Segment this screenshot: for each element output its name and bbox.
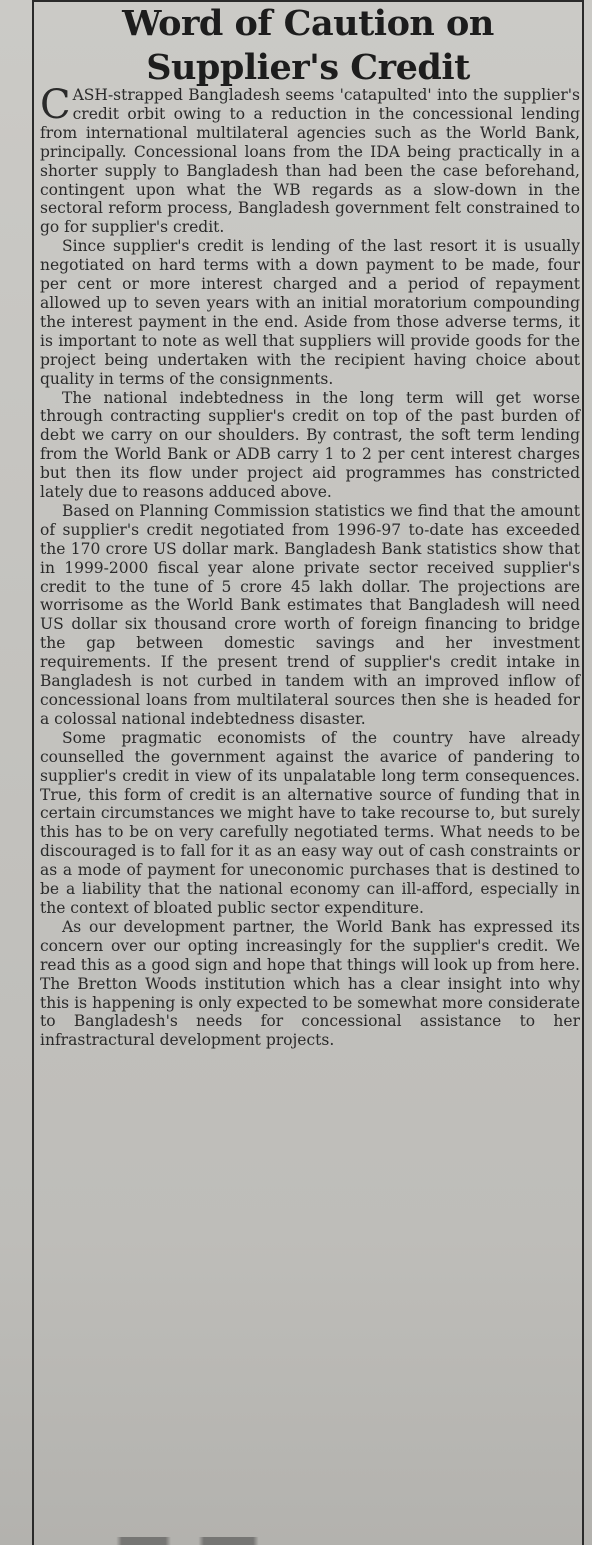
article-paragraph-4: Based on Planning Commission statistics we find that the amount of supplier's credit negotiated from 1996-97 to-date has exceeded the 170 crore US dollar mark. Bangladesh Bank statistics show that in 1999-2000 fiscal year alone private sector received supplier's credit to the tune of 5 crore 45 lakh dollar. The projections are worrisome as the World Bank estimates that Bangladesh will need US dollar six thousand crore worth of foreign financing to bridge the gap between domestic savings and her investment requirements. If the present trend of supplier's credit intake in Bangladesh is not curbed in tandem with an improved inflow of concessional loans from multilateral sources then she is headed for a colossal national indebtedness disaster.	[40, 501, 580, 728]
right-column-rule	[582, 0, 584, 1545]
headline-line-1: Word of Caution on	[122, 3, 494, 44]
paragraph-1-text: ASH-strapped Bangladesh seems 'catapulted' into the supplier's credit orbit owing to a reduction in the concessional lending from international multilateral agencies such as the World Bank, principally. Concessional loans from the IDA being practically in a shorter supply to Bangladesh than had been the case beforehand, contingent upon what the WB regards as a slow-down in the sectoral reform process, Bangladesh government felt constrained to go for supplier's credit.	[40, 86, 580, 237]
article-paragraph-1	[40, 82, 580, 237]
article-headline	[34, 2, 582, 90]
article-paragraph-6: As our development partner, the World Bank has expressed its concern over our opting increasingly for the supplier's credit. We read this as a good sign and hope that things will look up from here. The Bretton Woods institution which has a clear insight into why this is happening is only expected to be somewhat more considerate to Bangladesh's needs for concessional assistance to her infrastractural development projects.	[40, 917, 580, 1050]
next-article-fragment	[34, 1537, 582, 1545]
article-body	[40, 82, 580, 1050]
article-paragraph-2: Since supplier's credit is lending of the last resort it is usually negotiated on hard terms with a down payment to be made, four per cent or more interest charged and a period of repayment allowed up to seven years with an initial moratorium compounding the interest payment in the end. Aside from those adverse terms, it is important to note as well that suppliers will provide goods for the project being undertaken with the recipient having choice about quality in terms of the consignments.	[40, 237, 580, 388]
drop-cap: C	[40, 82, 71, 128]
left-column-rule	[32, 0, 34, 1545]
headline-line-2: Supplier's Credit	[146, 47, 470, 88]
article-paragraph-5: Some pragmatic economists of the country have already counselled the government against the avarice of pandering to supplier's credit in view of its unpalatable long term consequences. True, this form of credit is an alternative source of funding that in certain circumstances we might have to take recourse to, but surely this has to be on very carefully negotiated terms. What needs to be discouraged is to fall for it as an easy way out of cash constraints or as a mode of payment for uneconomic purchases that is destined to be a liability that the national economy can ill-afford, especially in the context of bloated public sector expenditure.	[40, 728, 580, 917]
article-paragraph-3: The national indebtedness in the long term will get worse through contracting supplier's credit on top of the past burden of debt we carry on our shoulders. By contrast, the soft term lending from the World Bank or ADB carry 1 to 2 per cent interest charges but then its flow under project aid programmes has constricted lately due to reasons adduced above.	[40, 388, 580, 502]
